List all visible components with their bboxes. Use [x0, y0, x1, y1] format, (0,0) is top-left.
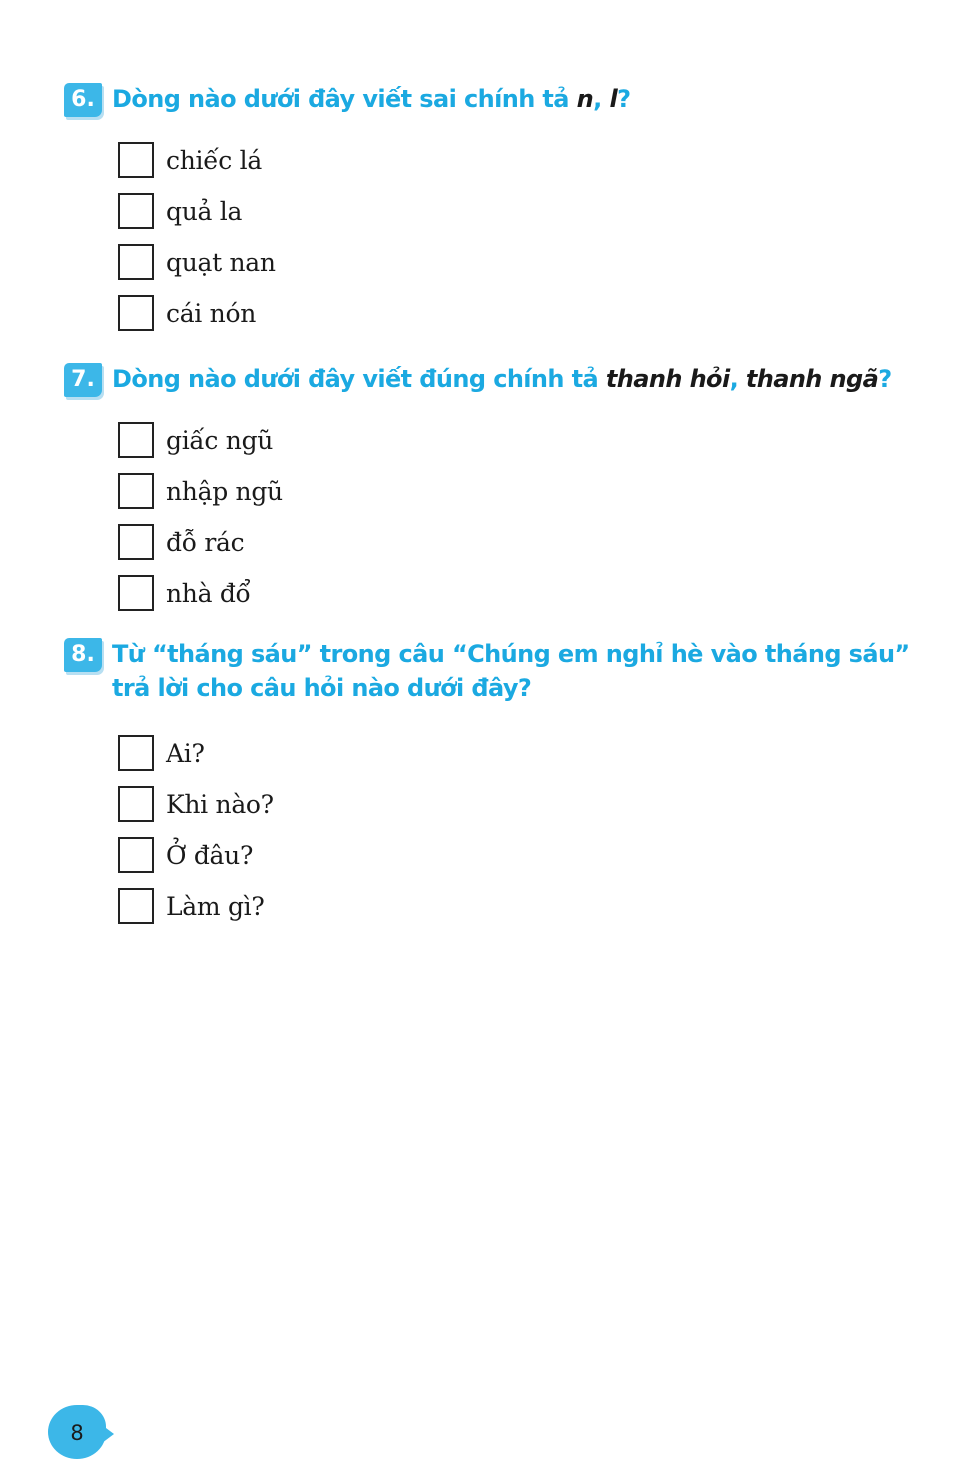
question-keyword: l	[609, 85, 618, 113]
answer-option[interactable]	[118, 422, 950, 473]
answer-checkbox[interactable]	[118, 735, 154, 771]
answer-option[interactable]	[118, 142, 950, 193]
answer-label: đỗ rác	[166, 528, 245, 557]
answer-label: Khi nào?	[166, 790, 274, 819]
answer-label: nhà đổ	[166, 579, 251, 608]
question-keyword: n	[576, 85, 594, 113]
question-keyword: thanh hỏi	[605, 365, 730, 393]
answer-option[interactable]	[118, 735, 950, 786]
answer-checkbox[interactable]	[118, 295, 154, 331]
answer-checkbox[interactable]	[118, 193, 154, 229]
answer-checkbox[interactable]	[118, 244, 154, 280]
answer-checkbox[interactable]	[118, 575, 154, 611]
answer-option[interactable]	[118, 295, 950, 346]
answer-options	[118, 422, 950, 626]
question-number-badge: 6.	[64, 83, 102, 117]
question-8-heading	[64, 637, 950, 705]
question-separator: ,	[729, 365, 746, 393]
answer-label: quạt nan	[166, 248, 276, 277]
answer-checkbox[interactable]	[118, 888, 154, 924]
question-separator: ,	[593, 85, 610, 113]
question-8	[64, 637, 950, 939]
page-number-badge: 8	[48, 1405, 106, 1459]
answer-option[interactable]	[118, 244, 950, 295]
answer-options	[118, 735, 950, 939]
answer-option[interactable]	[118, 888, 950, 939]
answer-option[interactable]	[118, 473, 950, 524]
question-6-heading	[64, 82, 950, 116]
question-7-heading	[64, 362, 950, 396]
answer-checkbox[interactable]	[118, 786, 154, 822]
answer-checkbox[interactable]	[118, 837, 154, 873]
answer-label: quả la	[166, 197, 243, 226]
question-number-badge: 8.	[64, 638, 102, 672]
answer-label: Ở đâu?	[166, 841, 254, 870]
answer-label: nhập ngũ	[166, 477, 283, 506]
answer-option[interactable]	[118, 575, 950, 626]
answer-label: chiếc lá	[166, 146, 262, 175]
question-text-prefix: Dòng nào dưới đây viết đúng chính tả	[112, 365, 606, 393]
question-6-text	[112, 85, 630, 113]
question-text-prefix: Dòng nào dưới đây viết sai chính tả	[112, 85, 577, 113]
answer-label: Làm gì?	[166, 892, 265, 921]
question-text-suffix: ?	[617, 85, 631, 113]
answer-option[interactable]	[118, 524, 950, 575]
question-text-suffix: ?	[878, 365, 892, 393]
answer-label: cái nón	[166, 299, 257, 328]
answer-option[interactable]	[118, 193, 950, 244]
question-7-text	[112, 365, 892, 393]
answer-label: Ai?	[166, 739, 205, 768]
answer-checkbox[interactable]	[118, 473, 154, 509]
question-8-text: Từ “tháng sáu” trong câu “Chúng em nghỉ hè vào tháng sáu” trả lời cho câu hỏi nào dưới đây?	[112, 640, 910, 702]
question-number-badge: 7.	[64, 363, 102, 397]
answer-checkbox[interactable]	[118, 142, 154, 178]
question-keyword: thanh ngã	[745, 365, 879, 393]
question-6	[64, 82, 950, 346]
question-7	[64, 362, 950, 626]
answer-checkbox[interactable]	[118, 524, 154, 560]
answer-option[interactable]	[118, 837, 950, 888]
answer-label: giấc ngũ	[166, 426, 274, 455]
answer-options	[118, 142, 950, 346]
answer-checkbox[interactable]	[118, 422, 154, 458]
answer-option[interactable]	[118, 786, 950, 837]
